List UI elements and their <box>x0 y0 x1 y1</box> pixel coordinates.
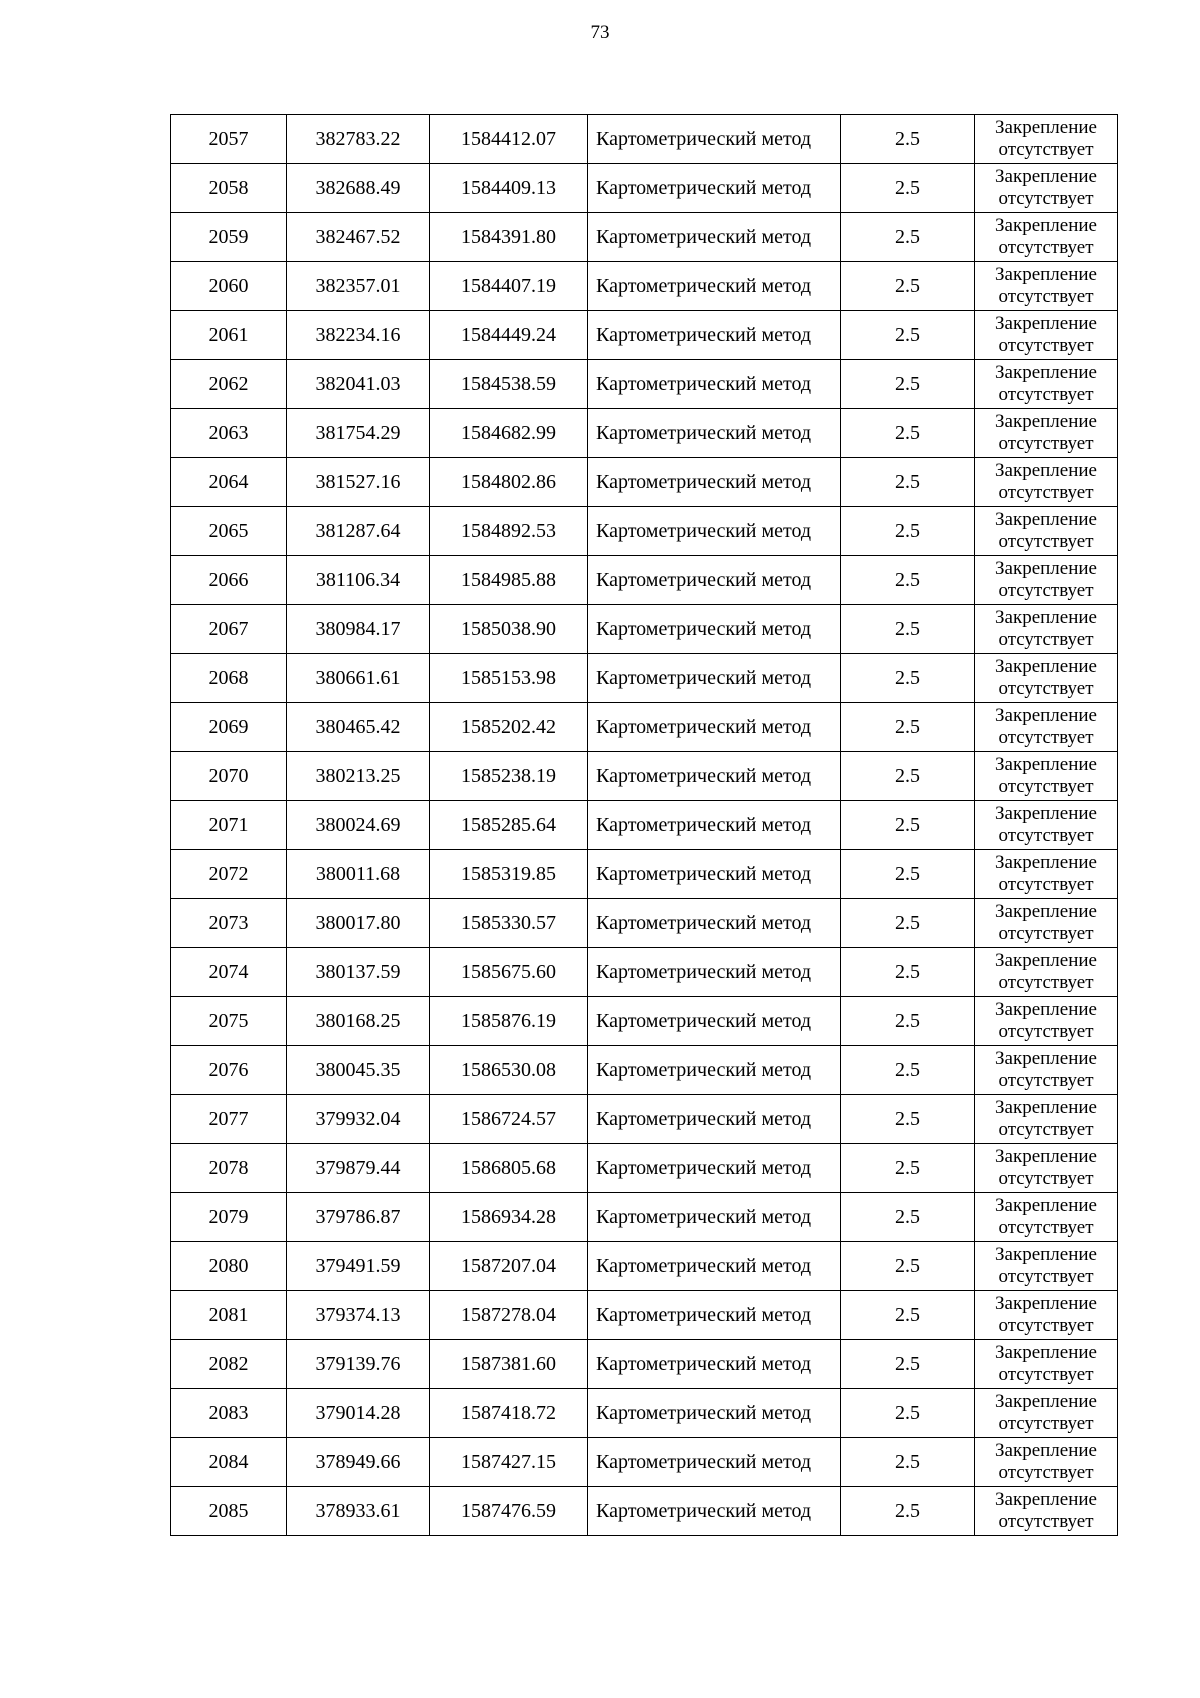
y-coordinate-cell: 1585876.19 <box>430 997 588 1046</box>
accuracy-cell: 2.5 <box>841 1389 975 1438</box>
fixing-line-1: Закрепление <box>995 1195 1097 1216</box>
point-number-cell: 2071 <box>171 801 287 850</box>
fixing-line-2: отсутствует <box>998 237 1094 258</box>
x-coordinate-cell: 382783.22 <box>287 115 430 164</box>
point-number-cell: 2069 <box>171 703 287 752</box>
method-cell: Картометрический метод <box>588 507 841 556</box>
method-cell: Картометрический метод <box>588 409 841 458</box>
fixing-line-1: Закрепление <box>995 1244 1097 1265</box>
table-row <box>171 801 1118 850</box>
fixing-cell <box>975 899 1118 948</box>
fixing-line-1: Закрепление <box>995 362 1097 383</box>
point-number-cell: 2060 <box>171 262 287 311</box>
accuracy-cell: 2.5 <box>841 1144 975 1193</box>
accuracy-cell: 2.5 <box>841 948 975 997</box>
table-row <box>171 899 1118 948</box>
fixing-line-2: отсутствует <box>998 139 1094 160</box>
fixing-cell <box>975 1487 1118 1536</box>
fixing-line-1: Закрепление <box>995 852 1097 873</box>
y-coordinate-cell: 1585285.64 <box>430 801 588 850</box>
point-number-cell: 2084 <box>171 1438 287 1487</box>
fixing-line-1: Закрепление <box>995 117 1097 138</box>
fixing-line-1: Закрепление <box>995 1440 1097 1461</box>
fixing-line-1: Закрепление <box>995 460 1097 481</box>
method-cell: Картометрический метод <box>588 1193 841 1242</box>
point-number-cell: 2083 <box>171 1389 287 1438</box>
fixing-line-2: отсутствует <box>998 1266 1094 1287</box>
accuracy-cell: 2.5 <box>841 1487 975 1536</box>
method-cell: Картометрический метод <box>588 1144 841 1193</box>
fixing-line-2: отсутствует <box>998 923 1094 944</box>
fixing-cell <box>975 1291 1118 1340</box>
method-cell: Картометрический метод <box>588 997 841 1046</box>
accuracy-cell: 2.5 <box>841 605 975 654</box>
method-cell: Картометрический метод <box>588 262 841 311</box>
fixing-cell <box>975 213 1118 262</box>
y-coordinate-cell: 1586805.68 <box>430 1144 588 1193</box>
fixing-line-2: отсутствует <box>998 629 1094 650</box>
method-cell: Картометрический метод <box>588 752 841 801</box>
coordinates-table <box>170 114 1118 1536</box>
x-coordinate-cell: 381287.64 <box>287 507 430 556</box>
point-number-cell: 2057 <box>171 115 287 164</box>
method-cell: Картометрический метод <box>588 1389 841 1438</box>
y-coordinate-cell: 1585330.57 <box>430 899 588 948</box>
fixing-line-2: отсутствует <box>998 1413 1094 1434</box>
y-coordinate-cell: 1584391.80 <box>430 213 588 262</box>
fixing-cell <box>975 703 1118 752</box>
fixing-line-1: Закрепление <box>995 950 1097 971</box>
table-row <box>171 1389 1118 1438</box>
method-cell: Картометрический метод <box>588 801 841 850</box>
y-coordinate-cell: 1587207.04 <box>430 1242 588 1291</box>
fixing-line-1: Закрепление <box>995 411 1097 432</box>
table-row <box>171 997 1118 1046</box>
x-coordinate-cell: 382467.52 <box>287 213 430 262</box>
fixing-line-2: отсутствует <box>998 678 1094 699</box>
y-coordinate-cell: 1584892.53 <box>430 507 588 556</box>
accuracy-cell: 2.5 <box>841 801 975 850</box>
x-coordinate-cell: 380168.25 <box>287 997 430 1046</box>
accuracy-cell: 2.5 <box>841 1242 975 1291</box>
y-coordinate-cell: 1584682.99 <box>430 409 588 458</box>
fixing-line-1: Закрепление <box>995 705 1097 726</box>
y-coordinate-cell: 1587381.60 <box>430 1340 588 1389</box>
point-number-cell: 2074 <box>171 948 287 997</box>
x-coordinate-cell: 379932.04 <box>287 1095 430 1144</box>
method-cell: Картометрический метод <box>588 1438 841 1487</box>
x-coordinate-cell: 380984.17 <box>287 605 430 654</box>
method-cell: Картометрический метод <box>588 1340 841 1389</box>
method-cell: Картометрический метод <box>588 850 841 899</box>
accuracy-cell: 2.5 <box>841 654 975 703</box>
method-cell: Картометрический метод <box>588 458 841 507</box>
table-row <box>171 1193 1118 1242</box>
fixing-cell <box>975 1389 1118 1438</box>
fixing-line-1: Закрепление <box>995 509 1097 530</box>
table-row <box>171 752 1118 801</box>
table-row <box>171 1340 1118 1389</box>
fixing-line-1: Закрепление <box>995 1146 1097 1167</box>
fixing-cell <box>975 801 1118 850</box>
x-coordinate-cell: 379786.87 <box>287 1193 430 1242</box>
fixing-line-1: Закрепление <box>995 313 1097 334</box>
fixing-line-2: отсутствует <box>998 1364 1094 1385</box>
fixing-line-2: отсутствует <box>998 482 1094 503</box>
fixing-cell <box>975 1242 1118 1291</box>
table-row <box>171 311 1118 360</box>
fixing-cell <box>975 605 1118 654</box>
point-number-cell: 2077 <box>171 1095 287 1144</box>
fixing-line-2: отсутствует <box>998 384 1094 405</box>
y-coordinate-cell: 1587427.15 <box>430 1438 588 1487</box>
accuracy-cell: 2.5 <box>841 409 975 458</box>
accuracy-cell: 2.5 <box>841 1046 975 1095</box>
x-coordinate-cell: 382041.03 <box>287 360 430 409</box>
accuracy-cell: 2.5 <box>841 1095 975 1144</box>
method-cell: Картометрический метод <box>588 948 841 997</box>
table-row <box>171 556 1118 605</box>
fixing-line-2: отсутствует <box>998 972 1094 993</box>
table-row <box>171 262 1118 311</box>
x-coordinate-cell: 379374.13 <box>287 1291 430 1340</box>
fixing-line-2: отсутствует <box>998 727 1094 748</box>
fixing-line-2: отсутствует <box>998 1070 1094 1091</box>
fixing-line-2: отсутствует <box>998 1217 1094 1238</box>
x-coordinate-cell: 382357.01 <box>287 262 430 311</box>
fixing-line-1: Закрепление <box>995 1342 1097 1363</box>
table-row <box>171 1046 1118 1095</box>
x-coordinate-cell: 381527.16 <box>287 458 430 507</box>
fixing-cell <box>975 360 1118 409</box>
table-row <box>171 850 1118 899</box>
table-row <box>171 1487 1118 1536</box>
point-number-cell: 2063 <box>171 409 287 458</box>
accuracy-cell: 2.5 <box>841 360 975 409</box>
fixing-line-1: Закрепление <box>995 1489 1097 1510</box>
x-coordinate-cell: 382234.16 <box>287 311 430 360</box>
y-coordinate-cell: 1585238.19 <box>430 752 588 801</box>
y-coordinate-cell: 1587418.72 <box>430 1389 588 1438</box>
x-coordinate-cell: 379491.59 <box>287 1242 430 1291</box>
table-row <box>171 1438 1118 1487</box>
y-coordinate-cell: 1586724.57 <box>430 1095 588 1144</box>
fixing-line-1: Закрепление <box>995 215 1097 236</box>
accuracy-cell: 2.5 <box>841 703 975 752</box>
fixing-line-2: отсутствует <box>998 1168 1094 1189</box>
fixing-line-1: Закрепление <box>995 901 1097 922</box>
fixing-line-2: отсутствует <box>998 531 1094 552</box>
point-number-cell: 2062 <box>171 360 287 409</box>
y-coordinate-cell: 1587476.59 <box>430 1487 588 1536</box>
accuracy-cell: 2.5 <box>841 1438 975 1487</box>
y-coordinate-cell: 1584407.19 <box>430 262 588 311</box>
x-coordinate-cell: 380011.68 <box>287 850 430 899</box>
fixing-line-1: Закрепление <box>995 803 1097 824</box>
accuracy-cell: 2.5 <box>841 164 975 213</box>
fixing-cell <box>975 948 1118 997</box>
fixing-cell <box>975 164 1118 213</box>
fixing-line-2: отсутствует <box>998 580 1094 601</box>
point-number-cell: 2082 <box>171 1340 287 1389</box>
fixing-cell <box>975 1340 1118 1389</box>
point-number-cell: 2079 <box>171 1193 287 1242</box>
accuracy-cell: 2.5 <box>841 850 975 899</box>
y-coordinate-cell: 1585202.42 <box>430 703 588 752</box>
fixing-cell <box>975 997 1118 1046</box>
point-number-cell: 2072 <box>171 850 287 899</box>
method-cell: Картометрический метод <box>588 605 841 654</box>
method-cell: Картометрический метод <box>588 1487 841 1536</box>
fixing-line-2: отсутствует <box>998 874 1094 895</box>
fixing-line-2: отсутствует <box>998 1119 1094 1140</box>
point-number-cell: 2066 <box>171 556 287 605</box>
accuracy-cell: 2.5 <box>841 997 975 1046</box>
point-number-cell: 2078 <box>171 1144 287 1193</box>
fixing-cell <box>975 752 1118 801</box>
point-number-cell: 2065 <box>171 507 287 556</box>
fixing-cell <box>975 850 1118 899</box>
y-coordinate-cell: 1585038.90 <box>430 605 588 654</box>
method-cell: Картометрический метод <box>588 654 841 703</box>
method-cell: Картометрический метод <box>588 164 841 213</box>
fixing-cell <box>975 458 1118 507</box>
x-coordinate-cell: 381106.34 <box>287 556 430 605</box>
y-coordinate-cell: 1586934.28 <box>430 1193 588 1242</box>
fixing-line-1: Закрепление <box>995 558 1097 579</box>
table-row <box>171 115 1118 164</box>
point-number-cell: 2085 <box>171 1487 287 1536</box>
y-coordinate-cell: 1584802.86 <box>430 458 588 507</box>
fixing-line-1: Закрепление <box>995 999 1097 1020</box>
accuracy-cell: 2.5 <box>841 899 975 948</box>
accuracy-cell: 2.5 <box>841 458 975 507</box>
table-row <box>171 1095 1118 1144</box>
fixing-line-2: отсутствует <box>998 825 1094 846</box>
x-coordinate-cell: 380045.35 <box>287 1046 430 1095</box>
y-coordinate-cell: 1584449.24 <box>430 311 588 360</box>
fixing-line-1: Закрепление <box>995 656 1097 677</box>
y-coordinate-cell: 1585319.85 <box>430 850 588 899</box>
x-coordinate-cell: 380213.25 <box>287 752 430 801</box>
fixing-cell <box>975 311 1118 360</box>
table-row <box>171 1144 1118 1193</box>
table-row <box>171 409 1118 458</box>
y-coordinate-cell: 1584985.88 <box>430 556 588 605</box>
fixing-line-1: Закрепление <box>995 754 1097 775</box>
fixing-line-2: отсутствует <box>998 335 1094 356</box>
method-cell: Картометрический метод <box>588 703 841 752</box>
accuracy-cell: 2.5 <box>841 752 975 801</box>
fixing-line-1: Закрепление <box>995 264 1097 285</box>
x-coordinate-cell: 380017.80 <box>287 899 430 948</box>
point-number-cell: 2076 <box>171 1046 287 1095</box>
fixing-cell <box>975 262 1118 311</box>
fixing-cell <box>975 115 1118 164</box>
table-row <box>171 703 1118 752</box>
method-cell: Картометрический метод <box>588 899 841 948</box>
x-coordinate-cell: 380661.61 <box>287 654 430 703</box>
x-coordinate-cell: 380137.59 <box>287 948 430 997</box>
fixing-cell <box>975 1144 1118 1193</box>
accuracy-cell: 2.5 <box>841 311 975 360</box>
point-number-cell: 2081 <box>171 1291 287 1340</box>
x-coordinate-cell: 379879.44 <box>287 1144 430 1193</box>
x-coordinate-cell: 381754.29 <box>287 409 430 458</box>
x-coordinate-cell: 380465.42 <box>287 703 430 752</box>
y-coordinate-cell: 1585675.60 <box>430 948 588 997</box>
accuracy-cell: 2.5 <box>841 1193 975 1242</box>
point-number-cell: 2059 <box>171 213 287 262</box>
accuracy-cell: 2.5 <box>841 1340 975 1389</box>
fixing-cell <box>975 654 1118 703</box>
fixing-cell <box>975 556 1118 605</box>
fixing-line-2: отсутствует <box>998 776 1094 797</box>
fixing-cell <box>975 1046 1118 1095</box>
fixing-cell <box>975 1438 1118 1487</box>
point-number-cell: 2075 <box>171 997 287 1046</box>
point-number-cell: 2067 <box>171 605 287 654</box>
point-number-cell: 2073 <box>171 899 287 948</box>
table-row <box>171 654 1118 703</box>
fixing-line-1: Закрепление <box>995 166 1097 187</box>
table-row <box>171 213 1118 262</box>
table-row <box>171 360 1118 409</box>
fixing-line-1: Закрепление <box>995 607 1097 628</box>
fixing-cell <box>975 1193 1118 1242</box>
table-row <box>171 1242 1118 1291</box>
x-coordinate-cell: 378949.66 <box>287 1438 430 1487</box>
table-row <box>171 948 1118 997</box>
point-number-cell: 2064 <box>171 458 287 507</box>
accuracy-cell: 2.5 <box>841 115 975 164</box>
method-cell: Картометрический метод <box>588 311 841 360</box>
point-number-cell: 2080 <box>171 1242 287 1291</box>
page-number: 73 <box>590 22 610 43</box>
accuracy-cell: 2.5 <box>841 556 975 605</box>
method-cell: Картометрический метод <box>588 1046 841 1095</box>
y-coordinate-cell: 1586530.08 <box>430 1046 588 1095</box>
fixing-line-2: отсутствует <box>998 188 1094 209</box>
accuracy-cell: 2.5 <box>841 1291 975 1340</box>
table-row <box>171 458 1118 507</box>
y-coordinate-cell: 1584409.13 <box>430 164 588 213</box>
point-number-cell: 2061 <box>171 311 287 360</box>
fixing-line-1: Закрепление <box>995 1097 1097 1118</box>
method-cell: Картометрический метод <box>588 556 841 605</box>
method-cell: Картометрический метод <box>588 115 841 164</box>
coordinates-table-body <box>171 115 1118 1536</box>
fixing-cell <box>975 409 1118 458</box>
method-cell: Картометрический метод <box>588 213 841 262</box>
x-coordinate-cell: 379014.28 <box>287 1389 430 1438</box>
table-row <box>171 507 1118 556</box>
table-row <box>171 605 1118 654</box>
y-coordinate-cell: 1587278.04 <box>430 1291 588 1340</box>
y-coordinate-cell: 1584538.59 <box>430 360 588 409</box>
accuracy-cell: 2.5 <box>841 507 975 556</box>
fixing-line-2: отсутствует <box>998 433 1094 454</box>
point-number-cell: 2068 <box>171 654 287 703</box>
fixing-line-1: Закрепление <box>995 1048 1097 1069</box>
point-number-cell: 2070 <box>171 752 287 801</box>
y-coordinate-cell: 1584412.07 <box>430 115 588 164</box>
fixing-line-2: отсутствует <box>998 286 1094 307</box>
accuracy-cell: 2.5 <box>841 262 975 311</box>
fixing-line-2: отсутствует <box>998 1315 1094 1336</box>
fixing-line-2: отсутствует <box>998 1462 1094 1483</box>
fixing-cell <box>975 507 1118 556</box>
method-cell: Картометрический метод <box>588 1095 841 1144</box>
method-cell: Картометрический метод <box>588 1242 841 1291</box>
x-coordinate-cell: 382688.49 <box>287 164 430 213</box>
accuracy-cell: 2.5 <box>841 213 975 262</box>
table-row <box>171 164 1118 213</box>
fixing-line-1: Закрепление <box>995 1293 1097 1314</box>
point-number-cell: 2058 <box>171 164 287 213</box>
fixing-line-2: отсутствует <box>998 1511 1094 1532</box>
method-cell: Картометрический метод <box>588 1291 841 1340</box>
fixing-line-2: отсутствует <box>998 1021 1094 1042</box>
y-coordinate-cell: 1585153.98 <box>430 654 588 703</box>
table-row <box>171 1291 1118 1340</box>
x-coordinate-cell: 378933.61 <box>287 1487 430 1536</box>
x-coordinate-cell: 379139.76 <box>287 1340 430 1389</box>
method-cell: Картометрический метод <box>588 360 841 409</box>
fixing-line-1: Закрепление <box>995 1391 1097 1412</box>
x-coordinate-cell: 380024.69 <box>287 801 430 850</box>
fixing-cell <box>975 1095 1118 1144</box>
